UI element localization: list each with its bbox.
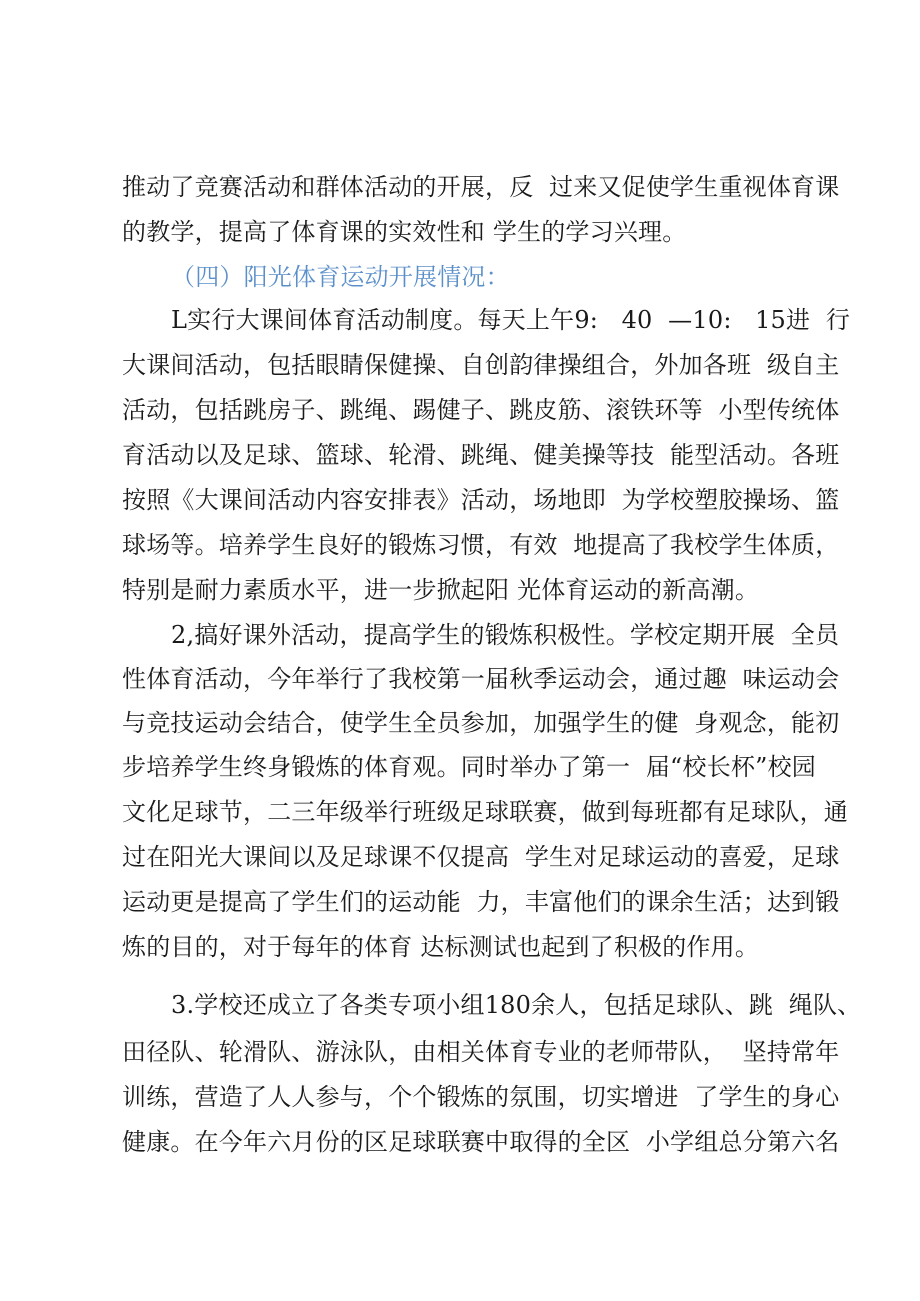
paragraph-1-line: 球场等。培养学生良好的锻炼习惯，有效 地提高了我校学生体质， [122, 531, 840, 559]
paragraph-1-line: 大课间活动，包括眼睛保健操、自创韵律操组合，外加各班 级自主 [122, 351, 840, 379]
paragraph-3-line: 健康。在今年六月份的区足球联赛中取得的全区 小学组总分第六名 [122, 1128, 840, 1156]
paragraph-1-line: 特别是耐力素质水平，进一步掀起阳 光体育运动的新高潮。 [122, 576, 760, 604]
paragraph-1-line: 育活动以及足球、篮球、轮滑、跳绳、健美操等技 能型活动。各班 [122, 441, 840, 469]
intro-line: 的教学，提高了体育课的实效性和 学生的学习兴理。 [122, 218, 687, 246]
section-heading: （四）阳光体育运动开展情况： [171, 263, 510, 291]
paragraph-1-line: 按照《大课间活动内容安排表》活动，场地即 为学校塑胶操场、篮 [122, 486, 840, 514]
paragraph-3-line: 训练，营造了人人参与，个个锻炼的氛围，切实增进 了学生的身心 [122, 1083, 840, 1111]
paragraph-2-line: 性体育活动，今年举行了我校第一届秋季运动会，通过趣 味运动会 [122, 665, 840, 693]
paragraph-2-line: 2,搞好课外活动，提高学生的锻炼积极性。学校定期开展 全员 [171, 621, 840, 649]
paragraph-2-line: 炼的目的，对于每年的体育 达标测试也起到了积极的作用。 [122, 933, 760, 961]
paragraph-2-line: 过在阳光大课间以及足球课不仅提高 学生对足球运动的喜爱，足球 [122, 843, 840, 871]
paragraph-2-line: 步培养学生终身锻炼的体育观。同时举办了第一 届“校长杯”校园 [122, 753, 816, 781]
intro-line: 推动了竞赛活动和群体活动的开展，反 过来又促使学生重视体育课 [122, 173, 840, 201]
paragraph-1-line: L实行大课间体育活动制度。每天上午9: 40 —10: 15进 行 [171, 306, 851, 334]
paragraph-3-line: 田径队、轮滑队、游泳队，由相关体育专业的老师带队， 坚持常年 [122, 1038, 840, 1066]
paragraph-2-line: 与竞技运动会结合，使学生全员参加，加强学生的健 身观念，能初 [122, 709, 840, 737]
paragraph-2-line: 文化足球节，二三年级举行班级足球联赛，做到每班都有足球队，通 [122, 798, 848, 826]
paragraph-1-line: 活动，包括跳房子、跳绳、踢健子、跳皮筋、滚铁环等 小型传统体 [122, 396, 840, 424]
paragraph-3-line: 3.学校还成立了各类专项小组180余人，包括足球队、跳 绳队、 [171, 991, 862, 1019]
paragraph-2-line: 运动更是提高了学生们的运动能 力，丰富他们的课余生活；达到锻 [122, 888, 840, 916]
